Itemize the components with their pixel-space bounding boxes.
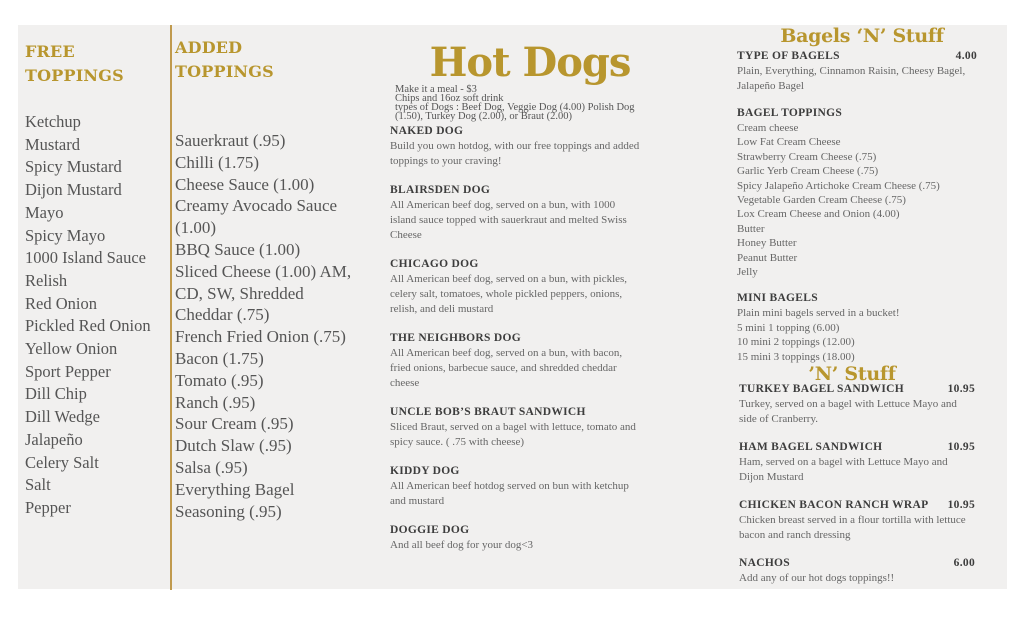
meal-line: Make it a meal - $3	[395, 84, 477, 95]
added-toppings-section	[175, 36, 360, 522]
item-name: DOGGIE DOG	[390, 524, 470, 536]
menu-item-mini-bagels	[737, 291, 977, 364]
list-item: Butter	[737, 222, 765, 235]
list-item: Plain mini bagels served in a bucket!	[737, 307, 900, 320]
item-price: 4.00	[955, 50, 977, 62]
list-item: Spicy Jalapeño Artichoke Cream Cheese (.75)	[737, 179, 940, 192]
item-name: MINI BAGELS	[737, 292, 818, 305]
added-toppings-title	[175, 36, 360, 84]
list-item: Spicy Mayo	[25, 225, 106, 245]
item-name: BAGEL TOPPINGS	[737, 107, 843, 119]
item-desc: Add any of our hot dogs toppings!!	[739, 572, 895, 585]
hot-dogs-section	[390, 40, 640, 553]
title-line: TOPPINGS	[175, 62, 274, 81]
title-line: ADDED	[175, 38, 243, 57]
list-item: Low Fat Cream Cheese	[737, 136, 841, 149]
item-name: THE NEIGHBORS DOG	[390, 332, 521, 344]
list-item: Relish	[25, 270, 68, 290]
list-item: Mustard	[25, 134, 80, 154]
list-item: Red Onion	[25, 293, 97, 313]
list-item: Ranch (.95)	[175, 392, 256, 412]
list-item: Sour Cream (.95)	[175, 414, 294, 434]
list-item: Salsa (.95)	[175, 457, 248, 477]
list-item: Everything Bagel Seasoning (.95)	[175, 479, 295, 521]
stuff-title: ’N’ Stuff	[808, 363, 896, 386]
menu-item	[739, 556, 975, 586]
list-item: Sauerkraut (.95)	[175, 131, 286, 150]
list-item: Dutch Slaw (.95)	[175, 436, 292, 456]
menu-item-bagel-types	[737, 49, 977, 94]
list-item: Pepper	[25, 497, 71, 517]
list-item: Jalapeño	[25, 429, 83, 449]
hot-dogs-title: Hot Dogs	[429, 39, 631, 86]
list-item: Honey Butter	[737, 237, 797, 250]
list-item: 15 mini 3 toppings (18.00)	[737, 350, 855, 363]
title-line: FREE	[25, 42, 75, 61]
item-name: TYPE OF BAGELS	[737, 50, 840, 62]
item-desc: Sliced Braut, served on a bagel with lettuce, tomato and spicy sauce. ( .75 with cheese)	[390, 421, 636, 448]
bagel-toppings-list	[737, 121, 977, 279]
menu-item	[390, 257, 640, 317]
item-desc: All American beef dog, served on a bun, with 1000 island sauce topped with sauerkraut and melted Swiss Cheese	[390, 199, 627, 241]
meal-info	[395, 85, 640, 121]
item-desc: Chicken breast served in a flour tortilla with lettuce bacon and ranch dressing	[739, 514, 966, 542]
list-item: BBQ Sauce (1.00)	[175, 239, 301, 259]
item-desc: All American beef hotdog served on bun with ketchup and mustard	[390, 480, 629, 507]
item-name: HAM BAGEL SANDWICH	[739, 441, 883, 454]
list-item: Peanut Butter	[737, 251, 798, 264]
menu-item	[390, 183, 640, 243]
list-item: Celery Salt	[25, 452, 99, 472]
title-line: TOPPINGS	[25, 66, 124, 85]
menu-item-bagel-toppings	[737, 106, 977, 279]
list-item: Strawberry Cream Cheese (.75)	[737, 150, 877, 163]
menu-item	[390, 405, 640, 450]
mini-bagels-list	[737, 306, 977, 364]
list-item: 1000 Island Sauce	[25, 248, 146, 268]
item-name: CHICAGO DOG	[390, 258, 479, 270]
item-desc: Ham, served on a bagel with Lettuce Mayo and Dijon Mustard	[739, 456, 948, 484]
item-name: NAKED DOG	[390, 125, 464, 137]
list-item: 5 mini 1 topping (6.00)	[737, 321, 840, 334]
list-item: Ketchup	[25, 112, 81, 131]
menu-item	[739, 498, 975, 543]
column-divider	[170, 25, 172, 590]
item-desc: All American beef dog, served on a bun, with bacon, fried onions, barbecue sauce, and shredded cheddar cheese	[390, 347, 623, 389]
list-item: Creamy Avocado Sauce (1.00)	[175, 196, 338, 238]
item-name-row	[739, 556, 975, 571]
list-item: French Fried Onion (.75)	[175, 327, 346, 347]
bagels-title: Bagels ‘N’ Stuff	[780, 25, 944, 47]
menu-item	[390, 464, 640, 509]
bagels-section	[737, 23, 977, 586]
list-item: Cheese Sauce (1.00)	[175, 174, 315, 194]
item-name: TURKEY BAGEL SANDWICH	[739, 383, 904, 396]
item-desc: Turkey, served on a bagel with Lettuce Mayo and side of Cranberry.	[739, 398, 957, 426]
list-item: Spicy Mustard	[25, 157, 122, 177]
list-item: Sliced Cheese (1.00) AM, CD, SW, Shredded Cheddar (.75)	[175, 261, 352, 325]
list-item: Sport Pepper	[25, 361, 111, 381]
list-item: Vegetable Garden Cream Cheese (.75)	[737, 194, 906, 207]
menu-item	[739, 382, 975, 427]
menu-item	[390, 523, 640, 553]
item-name-row	[737, 49, 977, 64]
item-name: BLAIRSDEN DOG	[390, 184, 491, 196]
list-item: Mayo	[25, 202, 64, 222]
added-toppings-list	[175, 130, 360, 522]
list-item: Dill Chip	[25, 384, 87, 404]
item-desc: And all beef dog for your dog<3	[390, 539, 534, 551]
item-price: 10.95	[947, 383, 975, 396]
menu-item	[739, 440, 975, 485]
list-item: Dijon Mustard	[25, 180, 122, 200]
meal-line: Chips and 16oz soft drink	[395, 93, 504, 104]
list-item: Chilli (1.75)	[175, 152, 260, 172]
stuff-items	[739, 382, 975, 586]
item-desc: Plain, Everything, Cinnamon Raisin, Cheesy Bagel, Jalapeño Bagel	[737, 65, 966, 92]
hot-dog-items	[390, 124, 640, 553]
item-desc: All American beef dog, served on a bun, with pickles, celery salt, tomatoes, whole pickled peppers, onions, relish, and deli mustard	[390, 273, 628, 315]
list-item: Tomato (.95)	[175, 370, 264, 390]
free-toppings-title	[25, 40, 170, 88]
meal-line: types of Dogs : Beef Dog, Veggie Dog (4.00) Polish Dog (1.50), Turkey Dog (2.00), or Braut (2.00)	[395, 102, 635, 122]
item-price: 10.95	[947, 441, 975, 454]
list-item: Jelly	[737, 266, 758, 279]
list-item: Garlic Yerb Cream Cheese (.75)	[737, 165, 879, 178]
item-name-row	[739, 382, 975, 397]
list-item: Pickled Red Onion	[25, 316, 151, 336]
item-name-row	[739, 440, 975, 455]
item-name-row	[739, 498, 975, 513]
item-price: 10.95	[947, 499, 975, 512]
list-item: Salt	[25, 475, 51, 495]
item-name: NACHOS	[739, 557, 791, 570]
item-price: 6.00	[953, 557, 975, 570]
free-toppings-section	[25, 40, 170, 520]
list-item: 10 mini 2 toppings (12.00)	[737, 336, 855, 349]
item-name: CHICKEN BACON RANCH WRAP	[739, 499, 929, 512]
item-desc: Build you own hotdog, with our free toppings and added toppings to your craving!	[390, 140, 640, 167]
item-name: UNCLE BOB’S BRAUT SANDWICH	[390, 406, 586, 418]
item-name: KIDDY DOG	[390, 465, 460, 477]
list-item: Yellow Onion	[25, 339, 118, 359]
list-item: Bacon (1.75)	[175, 348, 264, 368]
menu-item	[390, 124, 640, 169]
list-item: Dill Wedge	[25, 407, 100, 427]
list-item: Cream cheese	[737, 122, 799, 134]
free-toppings-list	[25, 111, 170, 520]
menu-item	[390, 331, 640, 391]
list-item: Lox Cream Cheese and Onion (4.00)	[737, 208, 900, 221]
